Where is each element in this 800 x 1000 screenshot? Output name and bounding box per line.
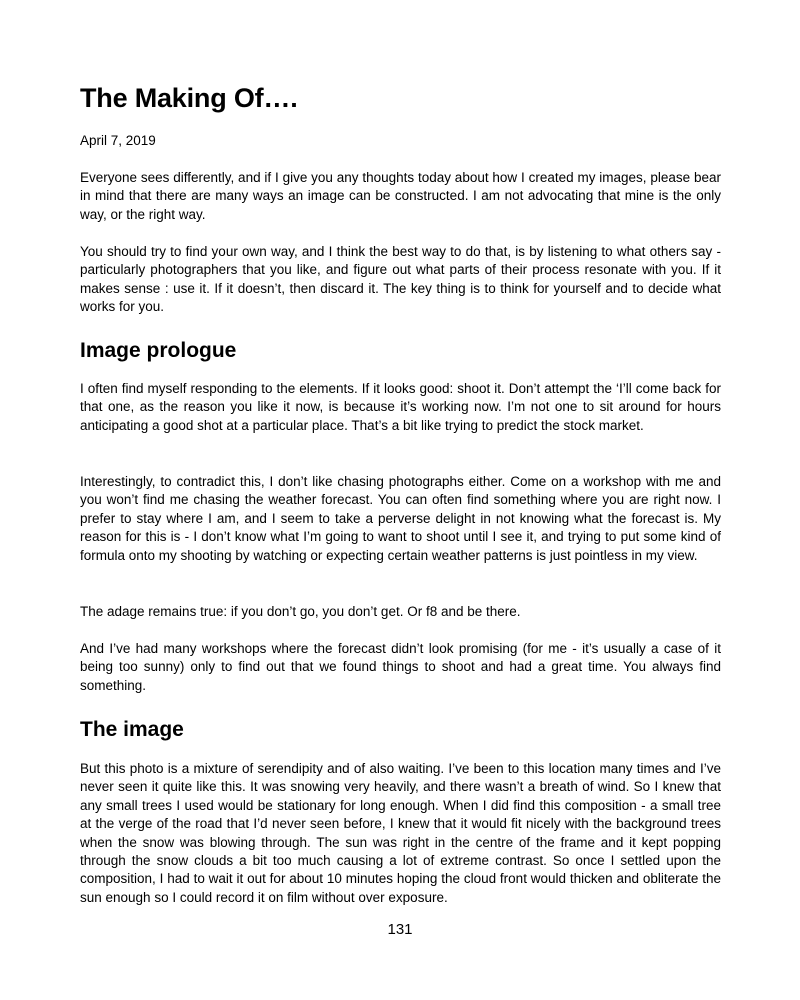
page-title: The Making Of…. [80, 83, 298, 113]
section-heading-the-image: The image [80, 718, 184, 741]
post-date: April 7, 2019 [80, 133, 156, 148]
intro-paragraph-1: Everyone sees differently, and if I give you any thoughts today about how I created my images, please bear in mind that there are many ways an image can be constructed. I am not advocating that mine is the only way, or the right way. [80, 170, 721, 222]
prologue-paragraph-2: Interestingly, to contradict this, I don’t like chasing photographs either. Come on a workshop with me and you won’t find me chasing the weather forecast. You can often find something where you are right now. I prefer to stay where I am, and I seem to take a perverse delight in not knowing what the forecast is. My reason for this is - I don’t know what I’m going to want to shoot until I see it, and trying to put some kind of formula onto my shooting by watching or expecting certain weather patterns is just pointless in my view. [80, 474, 721, 563]
image-paragraph-1: But this photo is a mixture of serendipity and of also waiting. I’ve been to this location many times and I’ve never seen it quite like this. It was snowing very heavily, and there wasn’t a breath of wind. So I knew that any small trees I used would be stationary for long enough. When I did find this composition - a small tree at the verge of the road that I’d never seen before, I knew that it would fit nicely with the background trees when the snow was blowing through. The sun was right in the centre of the frame and it kept popping through the snow clouds a bit too much causing a lot of extreme contrast. So once I settled upon the composition, I had to wait it out for about 10 minutes hoping the cloud front would thicken and obliterate the sun enough so I could record it on film without over exposure. [80, 761, 721, 905]
intro-paragraph-2: You should try to find your own way, and I think the best way to do that, is by listening to what others say - particularly photographers that you like, and figure out what parts of their process resonate with you. If it makes sense : use it. If it doesn’t, then discard it. The key thing is to think for yourself and to decide what works for you. [80, 244, 721, 315]
prologue-paragraph-3: The adage remains true: if you don’t go, you don’t get. Or f8 and be there. [80, 604, 521, 619]
page-number: 131 [387, 921, 413, 938]
section-heading-image-prologue: Image prologue [80, 339, 237, 362]
prologue-paragraph-4: And I’ve had many workshops where the forecast didn’t look promising (for me - it’s usually a case of it being too sunny) only to find out that we found things to shoot and had a great time. You always find something. [80, 641, 721, 693]
prologue-paragraph-1: I often find myself responding to the elements. If it looks good: shoot it. Don’t attempt the ‘I’ll come back for that one, as the reason you like it now, is because it’s working now. I’m not one to sit around for hours anticipating a good shot at a particular place. That’s a bit like trying to predict the stock market. [80, 381, 721, 433]
